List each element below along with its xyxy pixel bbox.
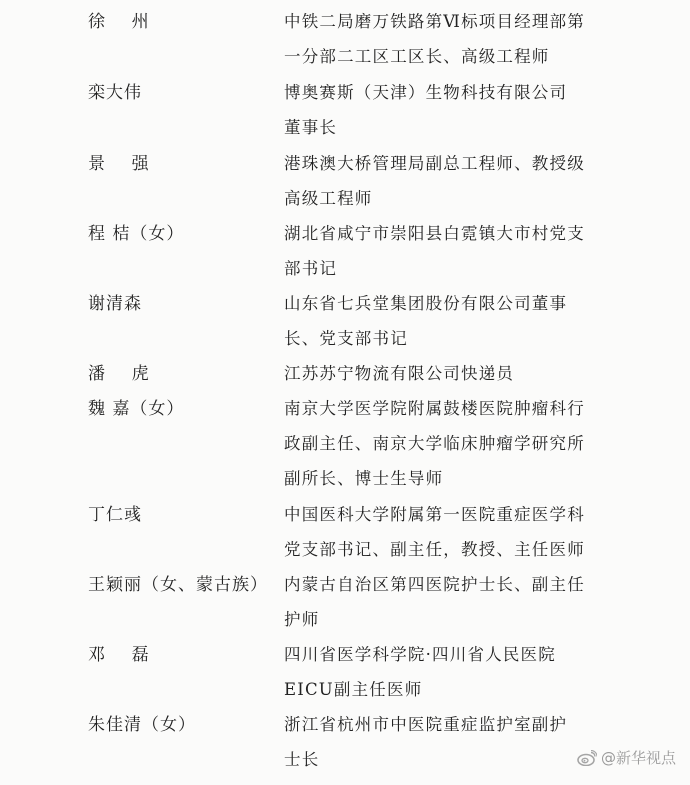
title-line: 港珠澳大桥管理局副总工程师、教授级 [284, 154, 585, 173]
person-title [284, 364, 614, 399]
title-line: 政副主任、南京大学临床肿瘤学研究所 [284, 434, 585, 453]
person-title [284, 645, 614, 715]
title-line: 内蒙古自治区第四医院护士长、副主任 [284, 575, 585, 594]
person-title [284, 224, 614, 294]
person-title [284, 294, 614, 364]
watermark-text: @新华视点 [600, 749, 676, 767]
title-line: 护师 [284, 610, 320, 629]
person-title [284, 505, 614, 575]
title-line: 党支部书记、副主任，教授、主任医师 [284, 540, 585, 559]
title-line: EICU副主任医师 [284, 680, 423, 699]
title-line: 山东省七兵堂集团股份有限公司董事 [284, 294, 568, 313]
person-name: 程 桔（女） [88, 224, 185, 244]
person-name: 栾大伟 [88, 83, 142, 103]
weibo-icon [577, 750, 597, 766]
title-line: 一分部二工区工区长、高级工程师 [284, 47, 550, 66]
person-name: 魏 嘉（女） [88, 399, 185, 419]
title-line: 博奥赛斯（天津）生物科技有限公司 [284, 83, 568, 102]
person-name: 景 强 [88, 154, 150, 174]
person-title [284, 83, 614, 153]
title-line: 副所长、博士生导师 [284, 469, 444, 488]
title-line: 江苏苏宁物流有限公司快递员 [284, 364, 515, 383]
title-line: 高级工程师 [284, 189, 373, 208]
watermark [577, 747, 676, 768]
person-title [284, 575, 614, 645]
person-name: 王颖丽（女、蒙古族） [88, 575, 268, 595]
title-line: 湖北省咸宁市崇阳县白霓镇大市村党支 [284, 224, 585, 243]
title-line: 士长 [284, 750, 320, 769]
person-title [284, 715, 614, 785]
title-line: 南京大学医学院附属鼓楼医院肿瘤科行 [284, 399, 585, 418]
person-name: 徐 州 [88, 12, 150, 32]
title-line: 四川省医学科学院·四川省人民医院 [284, 645, 556, 664]
person-name: 朱佳清（女） [88, 715, 196, 735]
person-title [284, 399, 614, 504]
title-line: 浙江省杭州市中医院重症监护室副护 [284, 715, 568, 734]
person-name: 潘 虎 [88, 364, 150, 384]
person-name: 谢清森 [88, 294, 142, 314]
title-line: 长、党支部书记 [284, 329, 408, 348]
title-line: 中铁二局磨万铁路第Ⅵ标项目经理部第 [284, 12, 585, 31]
title-line: 中国医科大学附属第一医院重症医学科 [284, 505, 585, 524]
person-title [284, 154, 614, 224]
person-title [284, 12, 614, 82]
person-name: 丁仁彧 [88, 505, 142, 525]
person-name: 邓 磊 [88, 645, 150, 665]
title-line: 部书记 [284, 259, 338, 278]
title-line: 董事长 [284, 118, 338, 137]
